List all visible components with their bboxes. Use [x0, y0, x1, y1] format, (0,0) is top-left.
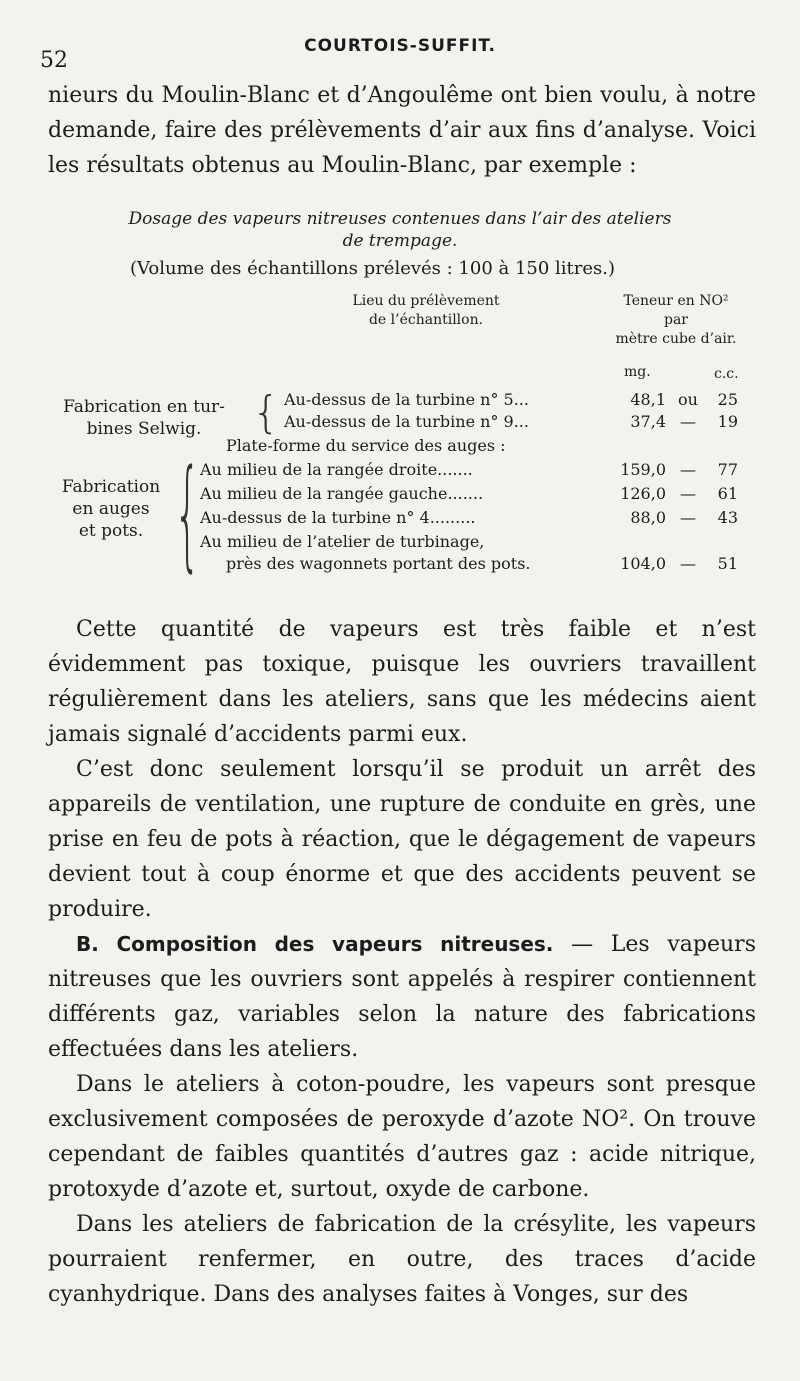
- paragraph-3-text: — Les vapeurs nitreuses que les ouvriers sont appelés à respirer contiennent différents gaz, variables selon la nature des fabrications effectuées dans les ateliers.: [48, 932, 756, 1062]
- table-row: [46, 460, 758, 484]
- row-sep: ou: [678, 390, 698, 409]
- row-mg: 37,4: [630, 412, 666, 431]
- unit-cc: c.c.: [714, 366, 739, 382]
- page-number: 52: [40, 48, 68, 73]
- table-caption: [60, 208, 740, 252]
- row-sep: —: [680, 412, 696, 431]
- row-location: Au milieu de la rangée droite.......: [200, 460, 473, 479]
- body-text: [48, 612, 756, 1312]
- row-mg: 126,0: [620, 484, 666, 503]
- row-cc: 51: [717, 554, 738, 573]
- table-row: [46, 532, 758, 556]
- caption-line-2: de trempage.: [342, 231, 458, 251]
- running-head: COURTOIS-SUFFIT.: [304, 36, 496, 56]
- row-location: Au milieu de l’atelier de turbinage,: [200, 532, 485, 551]
- section-heading-b: B. Composition des vapeurs nitreuses.: [76, 932, 554, 956]
- row-location: Au-dessus de la turbine n° 9...: [284, 412, 529, 431]
- row-cc: 43: [717, 508, 738, 527]
- volume-note: (Volume des échantillons prélevés : 100 à 150 litres.): [130, 258, 616, 279]
- table-row: [46, 412, 758, 436]
- group-label-turbines: Fabrication en tur- bines Selwig.: [63, 397, 225, 439]
- row-mg: 88,0: [630, 508, 666, 527]
- row-cc: 77: [717, 460, 738, 479]
- measurement-table: [46, 290, 758, 584]
- value-column-header: Teneur en NO² par mètre cube d’air.: [615, 293, 737, 347]
- unit-mg: mg.: [624, 364, 651, 380]
- row-sep: —: [680, 460, 696, 479]
- paragraph-3: [48, 927, 756, 1067]
- row-mg: 104,0: [620, 554, 666, 573]
- location-column-header: Lieu du prélèvement de l’échantillon.: [352, 293, 500, 328]
- intro-paragraph: [48, 78, 756, 183]
- table-row: [46, 554, 758, 578]
- table-row: [46, 484, 758, 508]
- caption-line-1: Dosage des vapeurs nitreuses contenues dans l’air des ateliers: [128, 209, 672, 229]
- row-mg: 48,1: [630, 390, 666, 409]
- brace-group-2: {: [174, 445, 201, 584]
- intro-text: nieurs du Moulin-Blanc et d’Angoulême ont bien voulu, à notre demande, faire des prélèvements d’air aux fins d’analyse. Voici les résultats obtenus au Moulin-Blanc, par exemple :: [48, 83, 756, 178]
- table-row: [46, 508, 758, 532]
- brace-group-1: {: [252, 387, 280, 438]
- row-location: Au-dessus de la turbine n° 4.........: [200, 508, 476, 527]
- paragraph-4: Dans le ateliers à coton-poudre, les vapeurs sont presque exclusivement composées de peroxyde d’azote NO². On trouve cependant de faibles quantités d’autres gaz : acide nitrique, protoxyde d’azote et, surtout, oxyde de carbone.: [48, 1072, 756, 1202]
- group-label-auges: Fabrication en auges et pots.: [61, 477, 161, 541]
- row-cc: 25: [717, 390, 738, 409]
- paragraph-5: Dans les ateliers de fabrication de la crésylite, les vapeurs pourraient renfermer, en outre, des traces d’acide cyanhydrique. Dans des analyses faites à Vonges, sur des: [48, 1212, 756, 1307]
- row-location: Au milieu de la rangée gauche.......: [200, 484, 484, 503]
- table-subheading: Plate-forme du service des auges :: [226, 436, 506, 455]
- row-location: Au-dessus de la turbine n° 5...: [284, 390, 529, 409]
- row-sep: —: [680, 484, 696, 503]
- row-location: près des wagonnets portant des pots.: [226, 554, 531, 573]
- paragraph-2: C’est donc seulement lorsqu’il se produit un arrêt des appareils de ventilation, une rupture de conduite en grès, une prise en feu de pots à réaction, que le dégagement de vapeurs devient tout à coup énorme et que des accidents peuvent se produire.: [48, 757, 756, 922]
- paragraph-1: Cette quantité de vapeurs est très faible et n’est évidemment pas toxique, puisque les ouvriers travaillent régulièrement dans les ateliers, sans que les médecins aient jamais signalé d’accidents parmi eux.: [48, 617, 756, 747]
- row-mg: 159,0: [620, 460, 666, 479]
- row-cc: 19: [717, 412, 738, 431]
- row-cc: 61: [717, 484, 738, 503]
- table-row: [46, 390, 758, 414]
- row-sep: —: [680, 554, 696, 573]
- row-sep: —: [680, 508, 696, 527]
- page-header: [40, 34, 760, 73]
